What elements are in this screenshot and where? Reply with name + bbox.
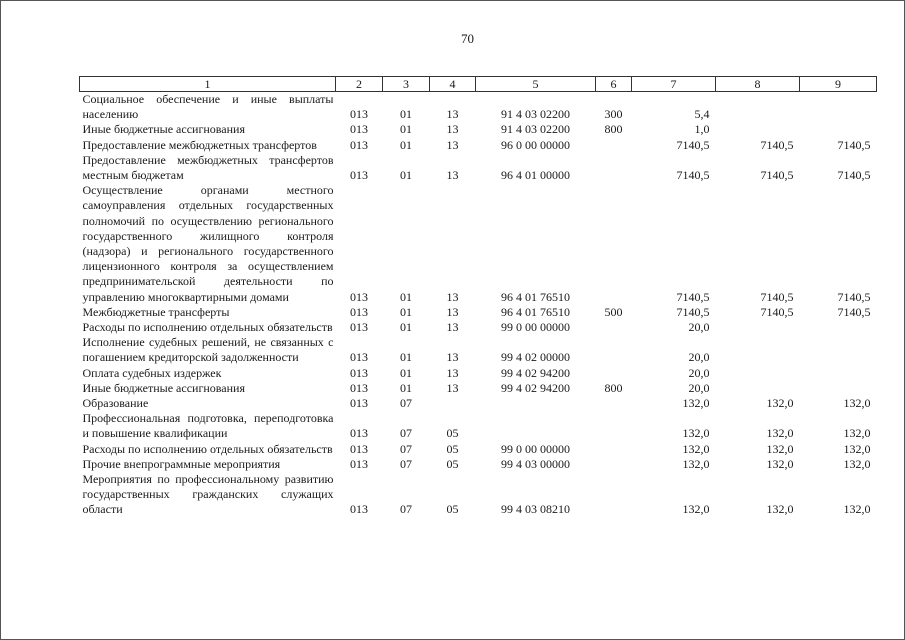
cell-amount-3: 132,0 xyxy=(843,456,871,471)
cell-grbs: 013 xyxy=(350,396,368,411)
table-row xyxy=(80,92,877,123)
cell-subsection: 13 xyxy=(446,320,459,335)
cell-expense-type xyxy=(596,411,632,441)
cell-amount-1: 7140,5 xyxy=(676,168,710,183)
cell-amount-1: 1,0 xyxy=(694,122,710,137)
cell-section: 07 xyxy=(400,426,412,441)
cell-expense-type xyxy=(596,183,632,305)
cell-target-article xyxy=(476,396,596,411)
table-row xyxy=(80,305,877,320)
cell-name: Расходы по исполнению отдельных обязательств xyxy=(82,441,333,456)
cell-amount-2 xyxy=(716,335,800,365)
cell-section: 01 xyxy=(400,137,412,152)
cell-target-article: 99 0 00 00000 xyxy=(501,441,570,456)
cell-subsection xyxy=(430,396,476,411)
column-header: 4 xyxy=(430,77,476,92)
cell-amount-1: 20,0 xyxy=(688,380,710,395)
table-row xyxy=(80,122,877,137)
cell-amount-3: 132,0 xyxy=(843,426,871,441)
cell-target-article: 96 0 00 00000 xyxy=(501,137,570,152)
cell-amount-1: 5,4 xyxy=(694,107,710,122)
cell-amount-2: 132,0 xyxy=(766,441,794,456)
cell-name: Расходы по исполнению отдельных обязательств xyxy=(82,320,333,335)
cell-target-article: 99 4 02 94200 xyxy=(501,365,570,380)
cell-amount-3 xyxy=(800,320,877,335)
column-header: 1 xyxy=(80,77,336,92)
cell-amount-3: 7140,5 xyxy=(837,304,871,319)
cell-name: Предоставление межбюджетных трансфертов местным бюджетам xyxy=(82,152,334,183)
cell-expense-type: 500 xyxy=(604,304,623,319)
cell-amount-2: 7140,5 xyxy=(760,304,794,319)
cell-amount-2: 132,0 xyxy=(766,396,794,411)
cell-subsection: 13 xyxy=(446,168,459,183)
table-row xyxy=(80,366,877,381)
cell-amount-2: 132,0 xyxy=(766,426,794,441)
cell-subsection: 05 xyxy=(446,441,459,456)
cell-amount-1: 132,0 xyxy=(682,456,710,471)
cell-amount-1: 20,0 xyxy=(688,365,710,380)
cell-section: 01 xyxy=(400,380,412,395)
cell-amount-3: 7140,5 xyxy=(837,289,871,304)
cell-expense-type: 800 xyxy=(604,122,623,137)
column-header: 7 xyxy=(632,77,716,92)
cell-subsection: 13 xyxy=(446,289,459,304)
cell-section: 01 xyxy=(400,107,412,122)
cell-grbs: 013 xyxy=(350,365,368,380)
cell-subsection: 13 xyxy=(446,304,459,319)
cell-subsection: 05 xyxy=(446,502,459,517)
cell-amount-3: 132,0 xyxy=(843,396,871,411)
cell-subsection: 13 xyxy=(446,365,459,380)
cell-amount-1: 7140,5 xyxy=(676,137,710,152)
cell-section: 01 xyxy=(400,168,412,183)
cell-subsection: 13 xyxy=(446,380,459,395)
table-row xyxy=(80,457,877,472)
cell-target-article: 91 4 03 02200 xyxy=(501,107,570,122)
cell-amount-1: 132,0 xyxy=(682,396,710,411)
cell-grbs: 013 xyxy=(350,426,368,441)
cell-target-article: 99 4 02 94200 xyxy=(501,380,570,395)
cell-subsection: 13 xyxy=(446,137,459,152)
cell-expense-type xyxy=(596,457,632,472)
cell-target-article: 99 4 02 00000 xyxy=(501,350,570,365)
cell-amount-2: 132,0 xyxy=(766,502,794,517)
cell-section: 01 xyxy=(400,289,412,304)
cell-expense-type xyxy=(596,472,632,518)
cell-grbs: 013 xyxy=(350,122,368,137)
cell-section: 01 xyxy=(400,320,412,335)
cell-amount-2: 7140,5 xyxy=(760,168,794,183)
cell-amount-1: 132,0 xyxy=(682,502,710,517)
cell-grbs: 013 xyxy=(350,320,368,335)
column-header: 6 xyxy=(596,77,632,92)
cell-expense-type xyxy=(596,396,632,411)
cell-name: Исполнение судебных решений, не связанных с погашением кредиторской задолженности xyxy=(82,335,334,365)
table-row xyxy=(80,381,877,396)
cell-expense-type xyxy=(596,320,632,335)
cell-target-article: 96 4 01 76510 xyxy=(501,289,570,304)
cell-name: Мероприятия по профессиональному развитию государственных гражданских служащих области xyxy=(82,472,334,517)
budget-table xyxy=(79,76,877,518)
cell-amount-2 xyxy=(716,320,800,335)
cell-amount-2 xyxy=(716,366,800,381)
cell-name: Образование xyxy=(82,396,149,411)
cell-grbs: 013 xyxy=(350,502,368,517)
table-row xyxy=(80,442,877,457)
cell-section: 07 xyxy=(400,396,412,411)
cell-expense-type xyxy=(596,335,632,365)
cell-amount-3 xyxy=(800,381,877,396)
cell-amount-3: 132,0 xyxy=(843,502,871,517)
cell-amount-1: 132,0 xyxy=(682,426,710,441)
cell-target-article: 91 4 03 02200 xyxy=(501,122,570,137)
table-row xyxy=(80,411,877,441)
cell-amount-3: 7140,5 xyxy=(837,168,871,183)
cell-amount-3: 132,0 xyxy=(843,441,871,456)
cell-name: Иные бюджетные ассигнования xyxy=(82,380,245,395)
page-number: 70 xyxy=(461,31,474,46)
cell-target-article: 99 4 03 00000 xyxy=(501,456,570,471)
cell-expense-type xyxy=(596,366,632,381)
table-row xyxy=(80,183,877,305)
cell-expense-type xyxy=(596,442,632,457)
cell-grbs: 013 xyxy=(350,456,368,471)
cell-amount-1: 20,0 xyxy=(688,320,710,335)
table-row xyxy=(80,153,877,183)
cell-subsection: 13 xyxy=(446,122,459,137)
table-row xyxy=(80,396,877,411)
cell-amount-1: 7140,5 xyxy=(676,304,710,319)
column-header: 5 xyxy=(476,77,596,92)
cell-amount-3 xyxy=(800,122,877,137)
cell-name: Прочие внепрограммные мероприятия xyxy=(82,456,281,471)
column-header: 9 xyxy=(800,77,877,92)
cell-amount-1: 132,0 xyxy=(682,441,710,456)
cell-amount-3 xyxy=(800,366,877,381)
cell-name: Осуществление органами местного самоуправления отдельных государственных полномочий по осуществлению регионального государственного жилищного контроля (надзора) и регионального государственного лицензионного контроля за осуществлением предпринимательской деятельности по управлению многоквартирными домами xyxy=(82,183,334,304)
column-header: 2 xyxy=(336,77,383,92)
cell-subsection: 05 xyxy=(446,456,459,471)
table-body xyxy=(80,92,877,518)
cell-amount-1: 7140,5 xyxy=(676,289,710,304)
cell-target-article: 99 4 03 08210 xyxy=(501,502,570,517)
cell-expense-type xyxy=(596,138,632,153)
cell-name: Социальное обеспечение и иные выплаты населению xyxy=(82,92,334,122)
cell-amount-3: 7140,5 xyxy=(837,137,871,152)
column-header: 8 xyxy=(716,77,800,92)
cell-section: 01 xyxy=(400,304,412,319)
cell-grbs: 013 xyxy=(350,441,368,456)
cell-grbs: 013 xyxy=(350,107,368,122)
cell-expense-type xyxy=(596,153,632,183)
cell-amount-2 xyxy=(716,92,800,123)
cell-grbs: 013 xyxy=(350,168,368,183)
cell-amount-2 xyxy=(716,381,800,396)
cell-section: 01 xyxy=(400,122,412,137)
cell-grbs: 013 xyxy=(350,289,368,304)
table-header-row xyxy=(80,77,877,92)
cell-section: 01 xyxy=(400,365,412,380)
cell-name: Оплата судебных издержек xyxy=(82,365,222,380)
cell-grbs: 013 xyxy=(350,304,368,319)
cell-section: 07 xyxy=(400,441,412,456)
cell-name: Профессиональная подготовка, переподготовка и повышение квалификации xyxy=(82,411,334,441)
table-row xyxy=(80,138,877,153)
cell-target-article: 96 4 01 00000 xyxy=(501,168,570,183)
cell-amount-2: 7140,5 xyxy=(760,137,794,152)
cell-amount-2: 7140,5 xyxy=(760,289,794,304)
cell-name: Иные бюджетные ассигнования xyxy=(82,122,245,137)
cell-name: Предоставление межбюджетных трансфертов xyxy=(82,137,317,152)
cell-expense-type: 800 xyxy=(604,380,623,395)
cell-grbs: 013 xyxy=(350,380,368,395)
table-row xyxy=(80,472,877,518)
cell-amount-1: 20,0 xyxy=(688,350,710,365)
cell-target-article xyxy=(476,411,596,441)
cell-section: 07 xyxy=(400,502,412,517)
cell-subsection: 13 xyxy=(446,107,459,122)
table-row xyxy=(80,320,877,335)
cell-grbs: 013 xyxy=(350,137,368,152)
cell-subsection: 13 xyxy=(446,350,459,365)
cell-amount-3 xyxy=(800,92,877,123)
cell-name: Межбюджетные трансферты xyxy=(82,304,230,319)
cell-amount-3 xyxy=(800,335,877,365)
cell-expense-type: 300 xyxy=(604,107,623,122)
cell-target-article: 96 4 01 76510 xyxy=(501,304,570,319)
column-header: 3 xyxy=(383,77,430,92)
cell-subsection: 05 xyxy=(446,426,459,441)
cell-target-article: 99 0 00 00000 xyxy=(501,320,570,335)
cell-amount-2 xyxy=(716,122,800,137)
cell-grbs: 013 xyxy=(350,350,368,365)
cell-section: 01 xyxy=(400,350,412,365)
table-row xyxy=(80,335,877,365)
cell-amount-2: 132,0 xyxy=(766,456,794,471)
cell-section: 07 xyxy=(400,456,412,471)
